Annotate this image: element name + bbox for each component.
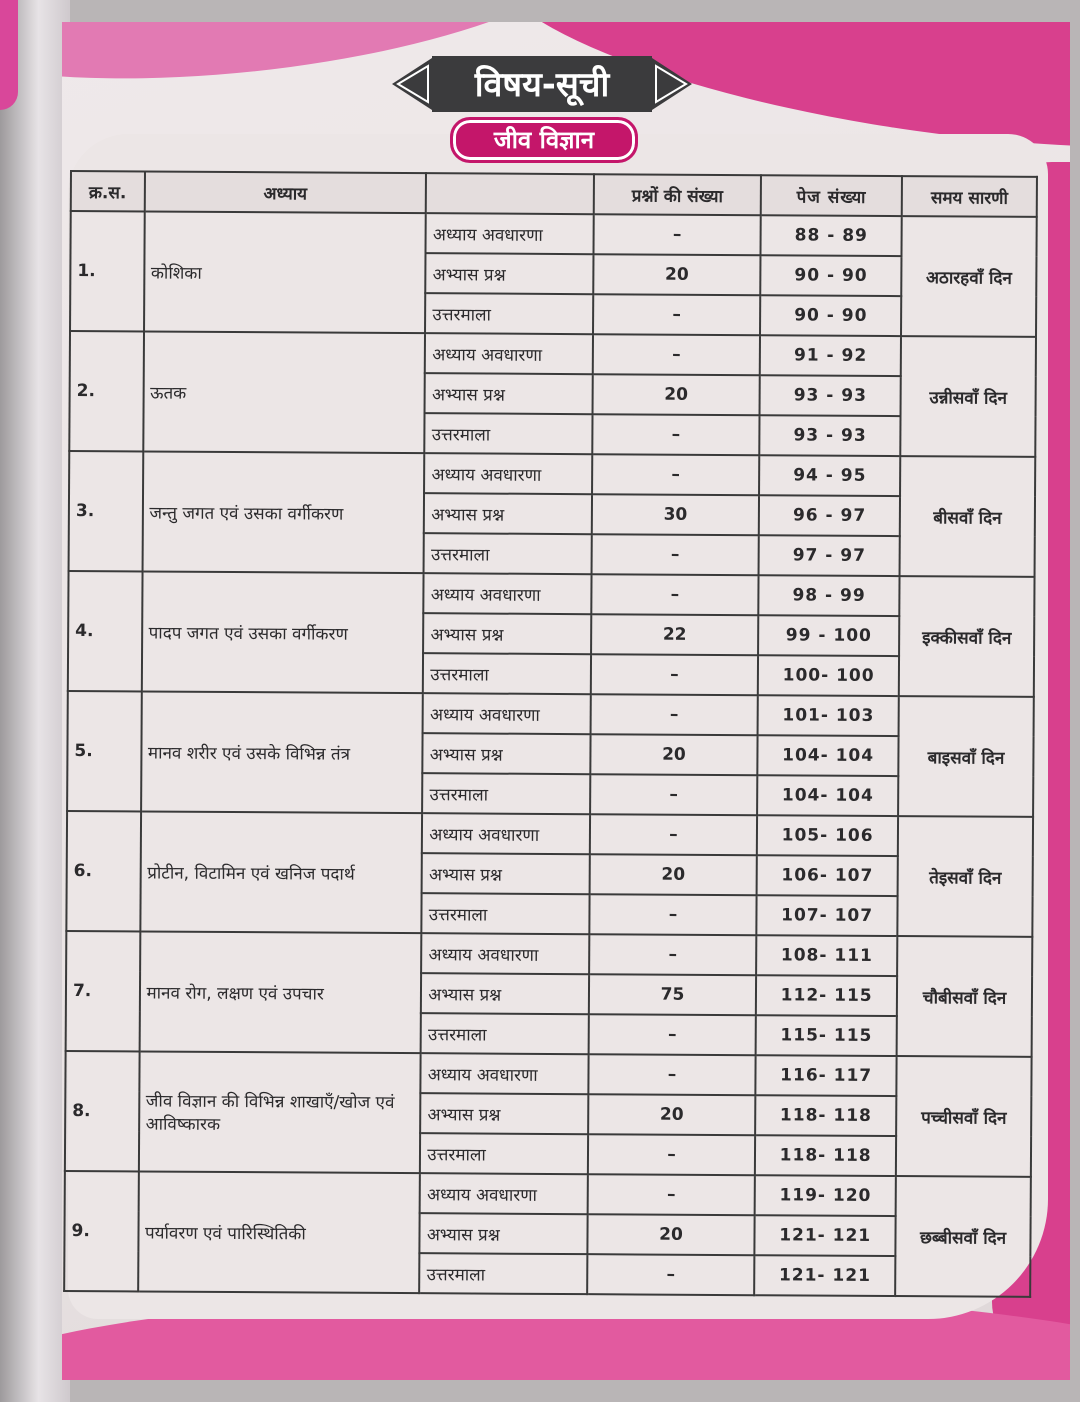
schedule-day: चौबीसवाँ दिन bbox=[897, 936, 1033, 1057]
section-name: उत्तरमाला bbox=[420, 1133, 588, 1174]
section-name: उत्तरमाला bbox=[422, 773, 590, 814]
page-range: 104- 104 bbox=[758, 735, 899, 776]
column-header-pages: पेज संख्या bbox=[761, 175, 902, 216]
schedule-day: पच्चीसवाँ दिन bbox=[896, 1056, 1032, 1177]
page-range: 101- 103 bbox=[758, 695, 899, 736]
section-name: उत्तरमाला bbox=[425, 293, 593, 334]
page-range: 93 - 93 bbox=[760, 415, 901, 456]
question-count: – bbox=[590, 694, 758, 735]
page-range: 100- 100 bbox=[758, 655, 899, 696]
question-count: 20 bbox=[590, 734, 758, 775]
question-count: 20 bbox=[587, 1214, 755, 1255]
table-row bbox=[68, 691, 1034, 737]
page-range: 90 - 90 bbox=[760, 295, 901, 336]
table-row bbox=[71, 211, 1037, 257]
chapter-number: 6. bbox=[66, 811, 140, 931]
section-name: अभ्यास प्रश्न bbox=[424, 493, 592, 534]
section-name: अध्याय अवधारणा bbox=[426, 213, 594, 254]
question-count: – bbox=[591, 654, 759, 695]
question-count: – bbox=[587, 1254, 755, 1295]
chapter-title: जन्तु जगत एवं उसका वर्गीकरण bbox=[142, 451, 425, 573]
schedule-day: उन्नीसवाँ दिन bbox=[900, 336, 1036, 457]
question-count: 22 bbox=[591, 614, 759, 655]
section-name: अभ्यास प्रश्न bbox=[426, 253, 594, 294]
question-count: – bbox=[591, 574, 759, 615]
chapter-number: 8. bbox=[65, 1051, 139, 1171]
table-row bbox=[68, 571, 1034, 617]
page-range: 118- 118 bbox=[755, 1135, 896, 1176]
table-row bbox=[69, 451, 1035, 497]
page-range: 91 - 92 bbox=[760, 335, 901, 376]
section-name: उत्तरमाला bbox=[419, 1253, 587, 1294]
page-range: 96 - 97 bbox=[759, 495, 900, 536]
page-range: 121- 121 bbox=[755, 1215, 896, 1256]
page-range: 99 - 100 bbox=[758, 615, 899, 656]
question-count: – bbox=[591, 534, 759, 575]
page-range: 108- 111 bbox=[756, 935, 897, 976]
section-name: उत्तरमाला bbox=[425, 413, 593, 454]
question-count: – bbox=[587, 1174, 755, 1215]
question-count: – bbox=[592, 454, 760, 495]
page-range: 107- 107 bbox=[757, 895, 898, 936]
question-count: – bbox=[593, 214, 761, 255]
table-row bbox=[67, 811, 1033, 857]
chapter-number: 2. bbox=[69, 331, 143, 451]
chapter-number: 1. bbox=[70, 211, 144, 331]
chapter-title: पर्यावरण एवं पारिस्थितिकी bbox=[138, 1171, 421, 1293]
contents-page bbox=[62, 22, 1070, 1380]
schedule-day: अठारहवाँ दिन bbox=[901, 216, 1037, 337]
chapter-title: मानव शरीर एवं उसके विभिन्न तंत्र bbox=[141, 691, 424, 813]
chapter-number: 5. bbox=[67, 691, 141, 811]
schedule-day: छब्बीसवाँ दिन bbox=[895, 1176, 1031, 1297]
page-range: 105- 106 bbox=[757, 815, 898, 856]
section-name: अध्याय अवधारणा bbox=[424, 453, 592, 494]
schedule-day: तेइसवाँ दिन bbox=[897, 816, 1033, 937]
page-range: 97 - 97 bbox=[759, 535, 900, 576]
section-name: अध्याय अवधारणा bbox=[422, 813, 590, 854]
question-count: 75 bbox=[589, 974, 757, 1015]
column-header-questions: प्रश्नों की संख्या bbox=[594, 174, 762, 215]
page-range: 106- 107 bbox=[757, 855, 898, 896]
section-name: अभ्यास प्रश्न bbox=[421, 973, 589, 1014]
page-range: 98 - 99 bbox=[759, 575, 900, 616]
section-name: उत्तरमाला bbox=[424, 533, 592, 574]
chapter-number: 3. bbox=[69, 451, 143, 571]
table-row bbox=[65, 1051, 1031, 1097]
table-header-row bbox=[71, 171, 1037, 217]
section-name: अध्याय अवधारणा bbox=[420, 1173, 588, 1214]
chapter-title: ऊतक bbox=[143, 331, 426, 453]
section-name: अभ्यास प्रश्न bbox=[422, 853, 590, 894]
chapter-title: पादप जगत एवं उसका वर्गीकरण bbox=[141, 571, 424, 693]
section-name: उत्तरमाला bbox=[422, 893, 590, 934]
chapter-number: 9. bbox=[64, 1171, 138, 1291]
section-name: अध्याय अवधारणा bbox=[423, 693, 591, 734]
question-count: – bbox=[589, 894, 757, 935]
column-header-chapter: अध्याय bbox=[144, 171, 426, 213]
section-name: अध्याय अवधारणा bbox=[425, 333, 593, 374]
schedule-day: बीसवाँ दिन bbox=[900, 456, 1036, 577]
question-count: 20 bbox=[589, 854, 757, 895]
page-range: 93 - 93 bbox=[760, 375, 901, 416]
section-name: अध्याय अवधारणा bbox=[421, 933, 589, 974]
question-count: – bbox=[588, 1134, 756, 1175]
chapter-number: 7. bbox=[66, 931, 140, 1051]
page-title: विषय-सूची bbox=[474, 65, 610, 105]
title-banner bbox=[392, 52, 692, 116]
section-name: अभ्यास प्रश्न bbox=[423, 613, 591, 654]
page-range: 112- 115 bbox=[756, 975, 897, 1016]
chapter-title: प्रोटीन, विटामिन एवं खनिज पदार्थ bbox=[140, 811, 423, 933]
page-range: 104- 104 bbox=[757, 775, 898, 816]
question-count: – bbox=[592, 414, 760, 455]
section-name: अभ्यास प्रश्न bbox=[420, 1093, 588, 1134]
previous-page-edge bbox=[0, 0, 70, 1402]
question-count: – bbox=[588, 1054, 756, 1095]
page-range: 118- 118 bbox=[755, 1095, 896, 1136]
column-header-schedule: समय सारणी bbox=[902, 176, 1037, 217]
question-count: 20 bbox=[593, 254, 761, 295]
page-range: 119- 120 bbox=[755, 1175, 896, 1216]
question-count: 30 bbox=[592, 494, 760, 535]
section-name: अभ्यास प्रश्न bbox=[420, 1213, 588, 1254]
section-name: अध्याय अवधारणा bbox=[424, 573, 592, 614]
question-count: – bbox=[593, 294, 761, 335]
column-header-section bbox=[426, 173, 594, 214]
chapter-title: कोशिका bbox=[144, 211, 427, 333]
question-count: 20 bbox=[592, 374, 760, 415]
section-name: अभ्यास प्रश्न bbox=[425, 373, 593, 414]
question-count: – bbox=[588, 1014, 756, 1055]
column-header-serial: क्र.स. bbox=[71, 171, 145, 211]
table-row bbox=[65, 1171, 1031, 1217]
schedule-day: इक्कीसवाँ दिन bbox=[899, 576, 1035, 697]
chapter-title: जीव विज्ञान की विभिन्न शाखाएँ/खोज एवं आविष्कारक bbox=[138, 1051, 421, 1173]
table-row bbox=[70, 331, 1036, 377]
contents-table bbox=[63, 170, 1038, 1298]
question-count: – bbox=[593, 334, 761, 375]
page-range: 115- 115 bbox=[756, 1015, 897, 1056]
question-count: – bbox=[589, 934, 757, 975]
schedule-day: बाइसवाँ दिन bbox=[898, 696, 1034, 817]
page-range: 90 - 90 bbox=[760, 255, 901, 296]
page-range: 88 - 89 bbox=[761, 215, 902, 256]
section-name: उत्तरमाला bbox=[423, 653, 591, 694]
section-name: अभ्यास प्रश्न bbox=[423, 733, 591, 774]
table-row bbox=[66, 931, 1032, 977]
section-name: अध्याय अवधारणा bbox=[421, 1053, 589, 1094]
page-range: 121- 121 bbox=[754, 1255, 895, 1296]
question-count: 20 bbox=[588, 1094, 756, 1135]
page-range: 94 - 95 bbox=[759, 455, 900, 496]
question-count: – bbox=[590, 774, 758, 815]
question-count: – bbox=[590, 814, 758, 855]
previous-page-pink-corner bbox=[0, 0, 18, 110]
chapter-number: 4. bbox=[68, 571, 142, 691]
contents-table-body bbox=[64, 211, 1037, 1297]
chapter-title: मानव रोग, लक्षण एवं उपचार bbox=[139, 931, 422, 1053]
section-name: उत्तरमाला bbox=[421, 1013, 589, 1054]
page-range: 116- 117 bbox=[756, 1055, 897, 1096]
subject-label: जीव विज्ञान bbox=[450, 117, 638, 163]
